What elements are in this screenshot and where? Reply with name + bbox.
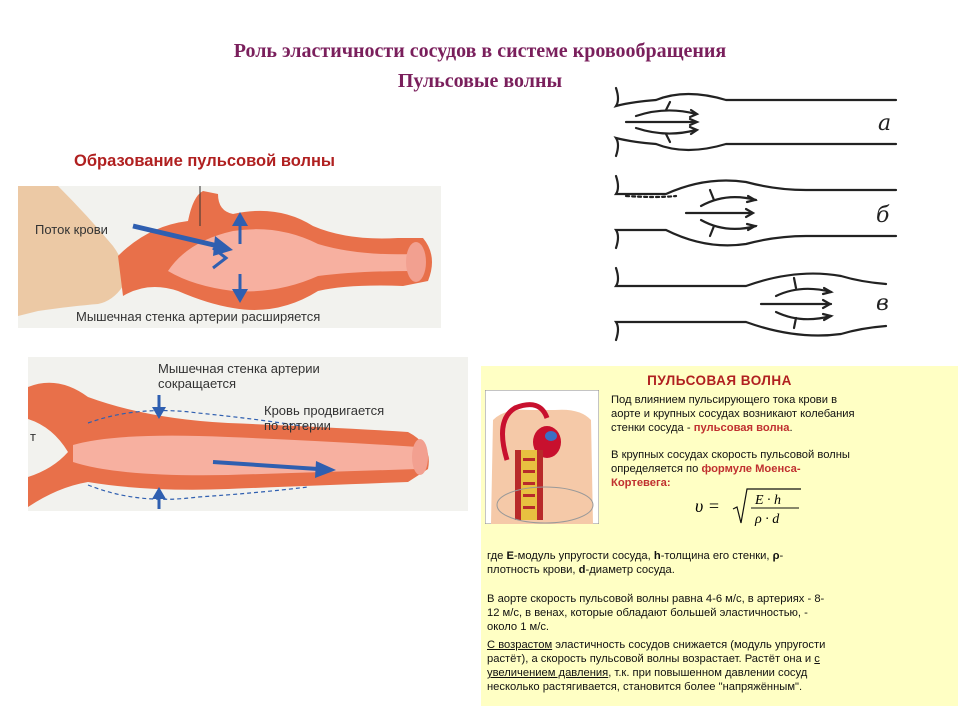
contract-label-line1: Мышечная стенка артерии	[158, 361, 320, 376]
svg-text:ρ · d: ρ · d	[755, 512, 780, 527]
torso-aorta-illustration	[485, 390, 599, 524]
wave-label-b: б	[876, 203, 890, 228]
contract-label-line2: сокращается	[158, 376, 237, 391]
info-paragraph-4: В аорте скорость пульсовой волны равна 4-6 м/с, в артериях - 8- 12 м/с, в венах, которые обладают большей эластичностью, - около 1 м/с.	[487, 593, 825, 633]
flow-label: Поток крови	[35, 222, 108, 237]
wave-stage-a	[616, 88, 896, 156]
move-label-line1: Кровь продвигается	[264, 403, 385, 418]
title-line-1: Роль эластичности сосудов в системе кровообращения	[233, 40, 727, 62]
moens-korteweg-formula	[695, 483, 805, 534]
wave-label-c: в	[876, 291, 889, 316]
svg-text:υ =: υ =	[695, 496, 720, 516]
svg-text:E · h: E · h	[755, 493, 782, 508]
pulse-wave-info-box	[481, 366, 958, 706]
info-header: ПУЛЬСОВАЯ ВОЛНА	[647, 373, 792, 388]
wall-contraction-illustration	[28, 357, 468, 511]
info-paragraph-5: С возрастом эластичность сосудов снижается (модуль упругости растёт), а скорость пульсовой волны возрастает. Растёт она и с увеличением давления, т.к. при повышенном давлении сосуд несколько растягивается, становится более "напряжённым".	[487, 639, 826, 693]
wave-label-a: а	[878, 111, 892, 136]
panel1-heading: Образование пульсовой волны	[74, 152, 335, 170]
info-paragraph-3: где Е-модуль упругости сосуда, h-толщина его стенки, ρ- плотность крови, d-диаметр сосуда.	[487, 550, 784, 576]
wave-stage-c	[616, 268, 886, 340]
wall-expands-label: Мышечная стенка артерии расширяется	[76, 309, 321, 324]
move-label-line2: по артерии	[264, 418, 331, 433]
pulse-wave-stages-diagram	[596, 78, 906, 350]
info-paragraph-2: В крупных сосудах скорость пульсовой волны определяется по формуле Моенса- Кортевега:	[611, 449, 850, 489]
pulse-formation-illustration	[18, 186, 441, 328]
edge-label: т	[30, 429, 36, 444]
title-line-2: Пульсовые волны	[397, 70, 563, 92]
info-paragraph-1: Под влиянием пульсирующего тока крови в аорте и крупных сосудах возникают колебания стенки сосуда - пульсовая волна.	[611, 394, 855, 434]
wave-stage-b	[616, 176, 896, 248]
